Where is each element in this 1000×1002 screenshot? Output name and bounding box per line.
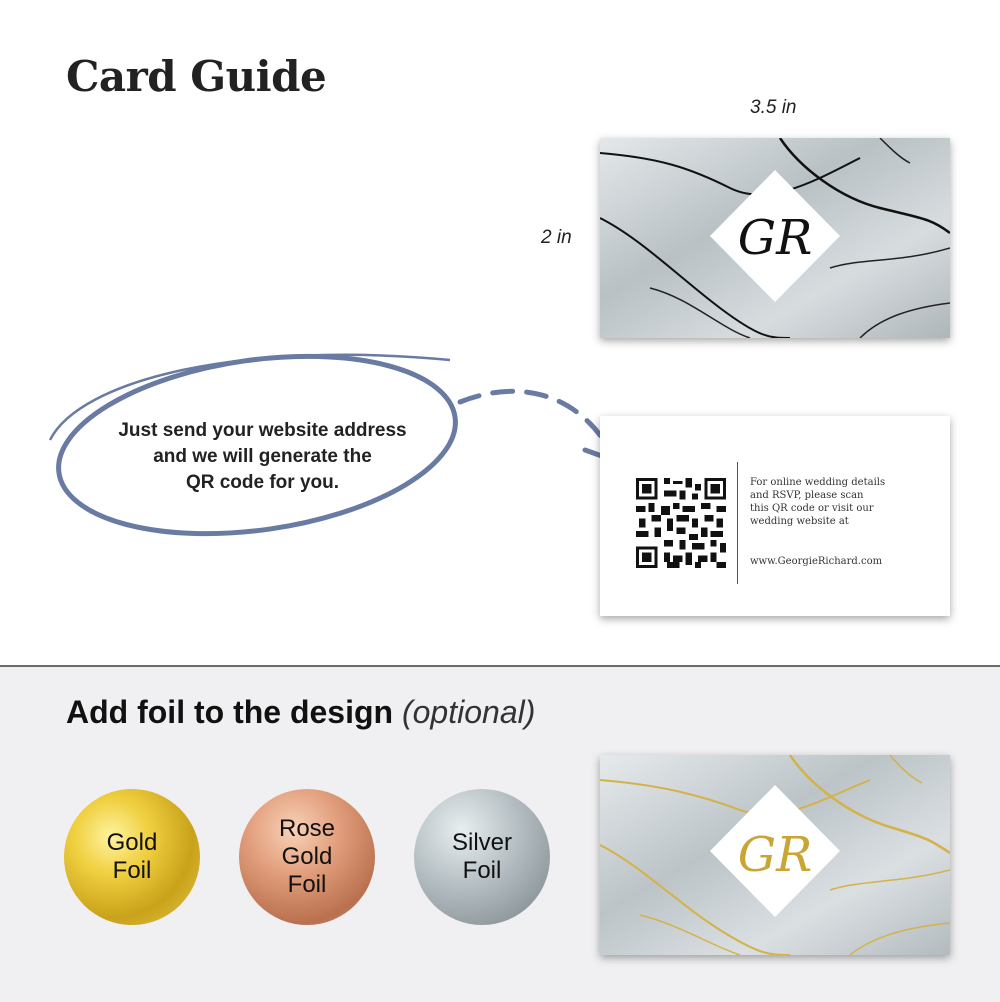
callout-text [90,418,435,496]
swatch-label: Foil [112,857,152,884]
card-back-line: and RSVP, please scan [750,490,864,501]
swatch-label: Foil [287,871,327,898]
swatch-label: Silver [451,829,512,856]
card-back-text [750,476,930,528]
card-height-label: 2 in [541,227,572,248]
page-title: Card Guide [66,52,327,101]
monogram: GR [737,210,813,266]
gold-foil-swatch[interactable] [64,789,200,925]
silver-foil-swatch[interactable] [414,789,550,925]
card-front-preview [600,138,950,338]
card-back-line: wedding website at [750,516,849,527]
rose-gold-foil-swatch[interactable] [239,789,375,925]
divider [737,462,738,584]
qr-code-icon [636,478,726,568]
card-back-line: this QR code or visit our [750,503,874,514]
card-back-preview [600,416,950,616]
foil-section-title [66,694,535,731]
swatch-label: Gold [106,829,158,856]
gold-monogram: GR [737,827,813,883]
foil-title-text: Add foil to the design [66,694,394,730]
swatch-label: Gold [281,843,333,870]
callout-line: and we will generate the [153,446,372,467]
callout-line: QR code for you. [185,472,340,493]
card-foil-preview [600,755,950,955]
card-width-label: 3.5 in [750,97,797,118]
wedding-website-url: www.GeorgieRichard.com [750,556,883,567]
optional-label: (optional) [401,694,536,730]
swatch-label: Foil [462,857,502,884]
card-back-line: For online wedding details [750,477,886,488]
swatch-label: Rose [278,815,336,842]
callout-line: Just send your website address [118,420,407,441]
